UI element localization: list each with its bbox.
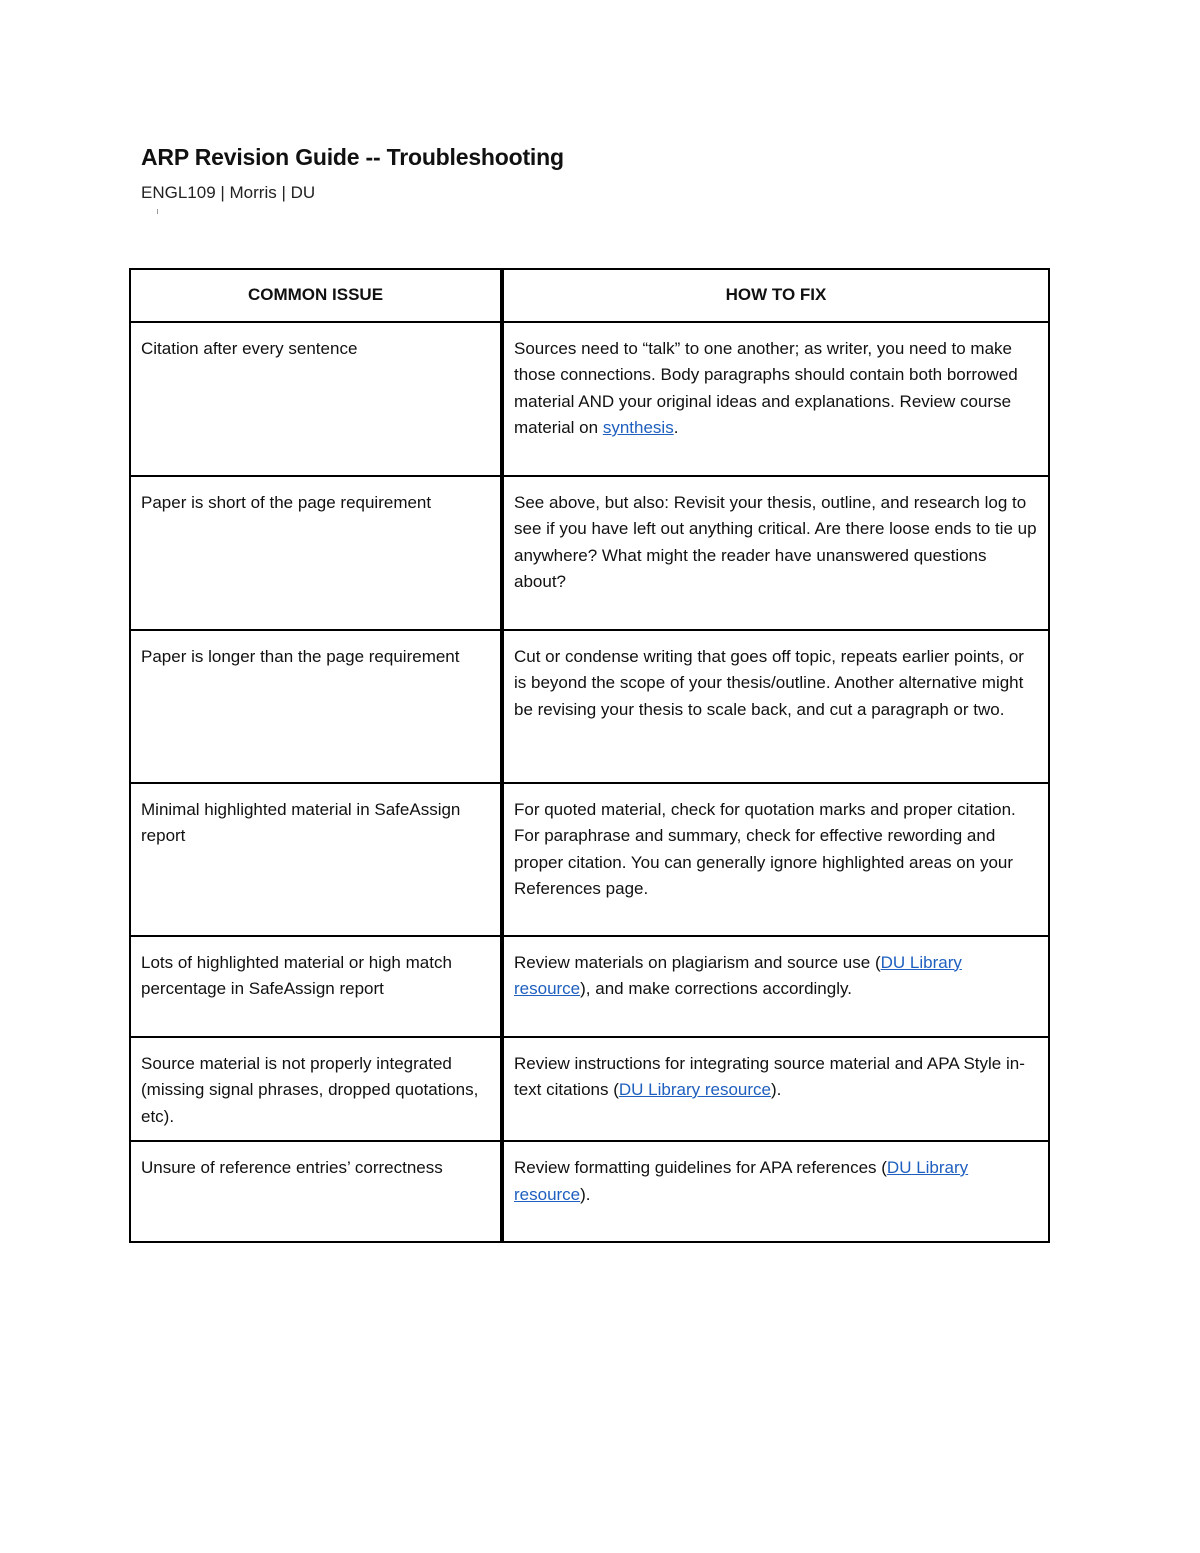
fix-text: Sources need to “talk” to one another; as writer, you need to make those connections. Body paragraphs should contain both borrowed material AND your original ideas and explanations. Review course material on bbox=[514, 338, 1018, 437]
fix-cell bbox=[502, 322, 1049, 476]
synthesis-link[interactable]: synthesis bbox=[602, 418, 674, 437]
fix-cell: See above, but also: Revisit your thesis, outline, and research log to see if you have left out anything critical. Are there loose ends to tie up anywhere? What might the reader have unanswered questions about? bbox=[502, 476, 1049, 630]
fix-cell bbox=[502, 936, 1049, 1037]
table-row bbox=[130, 1141, 1049, 1242]
fix-text: Review instructions for integrating source material and APA Style in-text citations ( bbox=[514, 1053, 1025, 1099]
fix-cell bbox=[502, 1141, 1049, 1242]
issue-cell: Unsure of reference entries’ correctness bbox=[130, 1141, 502, 1242]
fix-text: Review materials on plagiarism and source use ( bbox=[514, 952, 881, 972]
issue-cell: Paper is longer than the page requirement bbox=[130, 630, 502, 783]
fix-cell: Cut or condense writing that goes off topic, repeats earlier points, or is beyond the scope of your thesis/outline. Another alternative might be revising your thesis to scale back, and cut a paragraph or two. bbox=[502, 630, 1049, 783]
fix-text-end: ). bbox=[580, 1184, 591, 1204]
document-subtitle: ENGL109 | Morris | DU bbox=[141, 183, 316, 202]
du-library-link[interactable]: DU Library resource bbox=[618, 1080, 771, 1099]
issue-cell: Minimal highlighted material in SafeAssign report bbox=[130, 783, 502, 936]
table-row bbox=[130, 322, 1049, 476]
table-header-row bbox=[130, 269, 1049, 322]
table-row bbox=[130, 1037, 1049, 1142]
du-library-link[interactable]: DU Library resource bbox=[514, 952, 962, 998]
column-header-fix: HOW TO FIX bbox=[502, 269, 1049, 322]
table-row bbox=[130, 783, 1049, 936]
fix-cell bbox=[502, 1037, 1049, 1142]
fix-cell: For quoted material, check for quotation marks and proper citation. For paraphrase and summary, check for effective rewording and proper citation. You can generally ignore highlighted areas on your References page. bbox=[502, 783, 1049, 936]
troubleshooting-table bbox=[129, 268, 1050, 1243]
du-library-link[interactable]: DU Library resource bbox=[514, 1158, 969, 1204]
fix-text-end: ). bbox=[770, 1080, 782, 1099]
table-row bbox=[130, 476, 1049, 630]
fix-text-end: . bbox=[673, 418, 679, 437]
document-title: ARP Revision Guide -- Troubleshooting bbox=[141, 144, 564, 170]
fix-text-end: ), and make corrections accordingly. bbox=[580, 979, 852, 998]
issue-cell: Citation after every sentence bbox=[130, 322, 502, 476]
issue-cell: Source material is not properly integrated (missing signal phrases, dropped quotations, etc). bbox=[130, 1037, 502, 1142]
table-row bbox=[130, 936, 1049, 1037]
column-header-issue: COMMON ISSUE bbox=[130, 269, 502, 322]
issue-cell: Paper is short of the page requirement bbox=[130, 476, 502, 630]
table-row bbox=[130, 630, 1049, 783]
cursor-mark bbox=[157, 209, 158, 214]
issue-cell: Lots of highlighted material or high match percentage in SafeAssign report bbox=[130, 936, 502, 1037]
fix-text: Review formatting guidelines for APA references ( bbox=[514, 1158, 887, 1177]
